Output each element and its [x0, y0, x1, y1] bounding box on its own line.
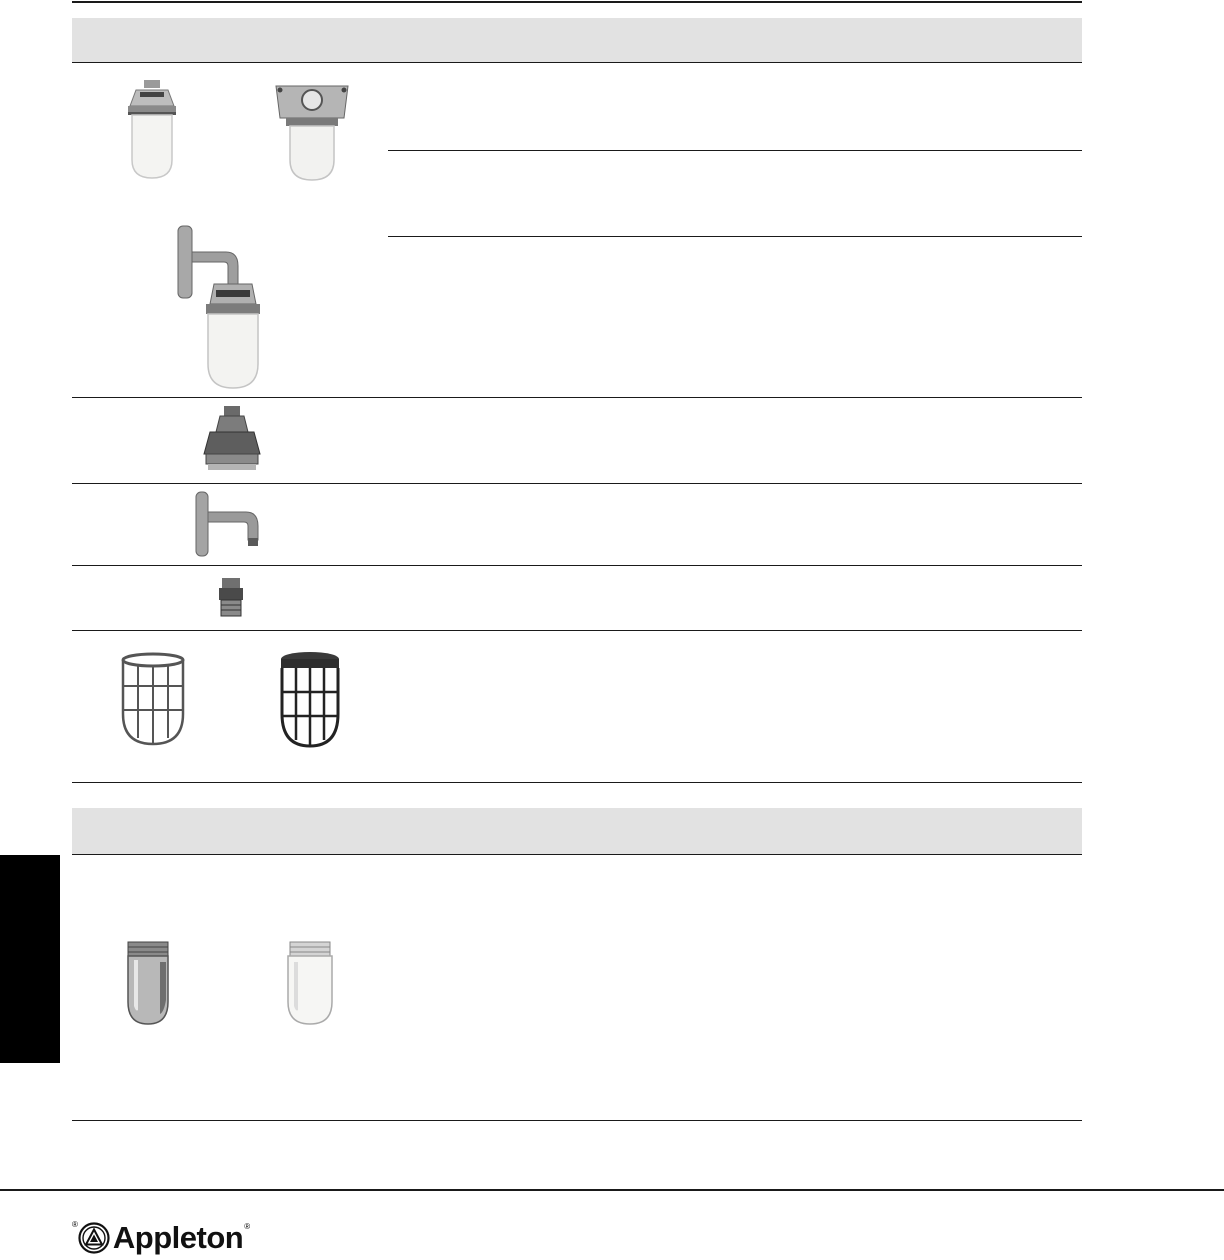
- row-1-divider-b: [388, 236, 1082, 237]
- row-6-bottom-rule: [72, 1120, 1082, 1121]
- glass-globe-icon: [284, 940, 336, 1031]
- wall-bracket-arm-icon: [194, 490, 264, 563]
- logo-registered-mark: ®: [72, 1220, 78, 1229]
- section-1-header-rule: [72, 62, 1082, 63]
- row-1-divider-a: [388, 150, 1082, 151]
- top-rule: [72, 1, 1082, 3]
- ceiling-vaportight-fixture-icon: [270, 82, 354, 187]
- row-5-bottom-rule: [72, 782, 1082, 783]
- row-2-bottom-rule: [72, 483, 1082, 484]
- pendant-vaportight-fixture-icon: [120, 78, 184, 187]
- section-side-tab: [0, 855, 60, 1063]
- aluminum-reflector-icon: [124, 940, 172, 1031]
- row-3-bottom-rule: [72, 565, 1082, 566]
- appleton-triangle-icon: [78, 1222, 110, 1254]
- footer-rule: [0, 1189, 1224, 1191]
- section-2-header-rule: [72, 854, 1082, 855]
- row-4-bottom-rule: [72, 630, 1082, 631]
- logo-trademark: ®: [244, 1222, 251, 1231]
- cast-guard-icon: [120, 652, 186, 753]
- logo-wordmark: Appleton: [112, 1220, 244, 1255]
- fixture-body-icon: [202, 404, 262, 479]
- reducer-fitting-icon: [216, 578, 246, 623]
- wire-guard-icon: [278, 650, 342, 755]
- wall-bracket-vaportight-fixture-icon: [176, 222, 260, 395]
- appleton-logo: [72, 1220, 250, 1260]
- section-header-band-2: [72, 808, 1082, 854]
- section-header-band-1: [72, 18, 1082, 62]
- row-1-bottom-rule: [72, 397, 1082, 398]
